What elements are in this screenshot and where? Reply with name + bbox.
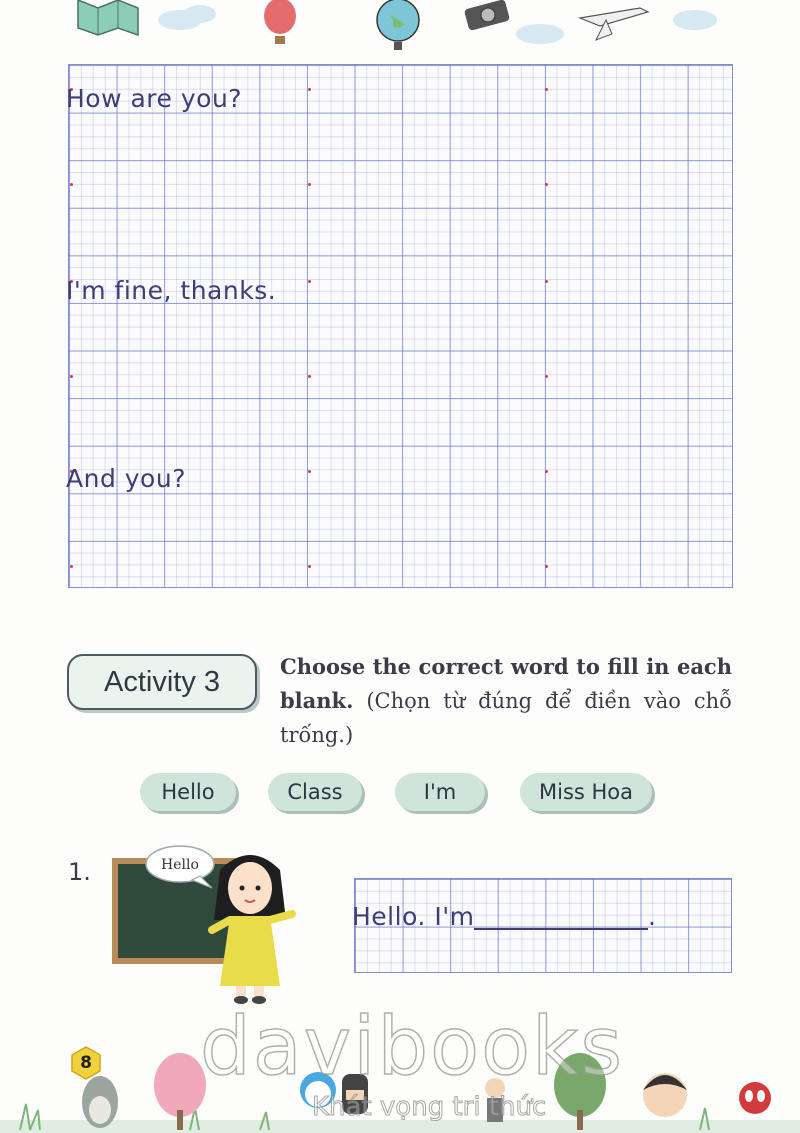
instruction-vietnamese: (Chọn từ đúng để điền vào chỗ trống.) — [280, 689, 732, 747]
child-face-icon — [643, 1073, 687, 1117]
guide-dot — [545, 565, 548, 568]
guide-dot — [308, 565, 311, 568]
guide-dot — [308, 88, 311, 91]
totoro-icon — [82, 1076, 118, 1128]
top-decoration-strip — [0, 0, 800, 55]
guide-dot — [70, 565, 73, 568]
handwriting-line-2: I'm fine, thanks. — [66, 276, 277, 305]
activity-badge — [67, 654, 257, 710]
page-number: 8 — [80, 1053, 92, 1073]
globe-icon — [377, 0, 419, 50]
handwriting-practice-grid[interactable] — [68, 64, 733, 588]
hot-air-balloon-icon — [264, 0, 296, 44]
map-icon — [78, 0, 138, 35]
cloud-icon — [516, 24, 564, 44]
guide-dot — [545, 183, 548, 186]
guide-dot — [308, 470, 311, 473]
airplane-icon — [580, 8, 648, 40]
guide-dot — [545, 88, 548, 91]
teacher-illustration — [108, 840, 308, 1010]
word-chip-im[interactable]: I'm — [395, 773, 485, 811]
word-chip-class[interactable]: Class — [268, 773, 362, 811]
watermark: davibooks — [200, 1000, 625, 1093]
cloud-icon — [158, 5, 216, 30]
pink-tree-icon — [154, 1053, 206, 1130]
word-chip-miss-hoa[interactable]: Miss Hoa — [520, 773, 652, 811]
camera-icon — [464, 0, 510, 31]
guide-dot — [70, 375, 73, 378]
guide-dot — [545, 470, 548, 473]
exercise-number: 1. — [68, 858, 91, 886]
activity-instruction — [280, 650, 732, 752]
guide-dot — [308, 183, 311, 186]
sentence-end-punct: . — [648, 902, 657, 931]
spiderman-icon — [739, 1082, 771, 1114]
guide-dot — [70, 183, 73, 186]
guide-dot — [545, 375, 548, 378]
guide-dot — [308, 280, 311, 283]
word-chip-hello[interactable]: Hello — [140, 773, 236, 811]
guide-dot — [545, 280, 548, 283]
instruction-english: Choose the correct word to fill in each blank. — [280, 654, 732, 713]
handwriting-line-1: How are you? — [66, 84, 243, 113]
answer-blank[interactable] — [474, 928, 648, 930]
watermark-subtitle: Khát vọng tri thức — [312, 1092, 547, 1122]
activity-label: Activity 3 — [103, 665, 221, 698]
speech-bubble-text: Hello — [161, 857, 199, 873]
guide-dot — [308, 375, 311, 378]
exercise-sentence: Hello. I'm — [352, 902, 475, 931]
cloud-icon — [673, 10, 717, 30]
handwriting-line-3: And you? — [66, 464, 186, 493]
